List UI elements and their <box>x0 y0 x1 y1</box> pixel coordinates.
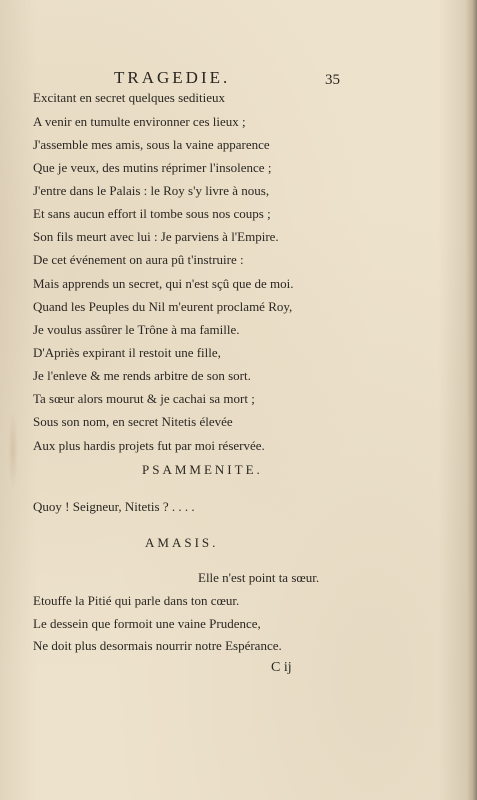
verse-line: J'entre dans le Palais : le Roy s'y livre à nous, <box>33 183 270 198</box>
verse-line: De cet événement on aura pû t'instruire : <box>33 252 244 267</box>
verse-line: Ne doit plus desormais nourrir notre Espérance. <box>33 638 282 653</box>
verse-line: Excitant en secret quelques seditieux <box>33 90 226 105</box>
page-number: 35 <box>325 72 340 88</box>
page-edge <box>466 0 477 800</box>
verse-line: Quand les Peuples du Nil m'eurent proclamé Roy, <box>33 299 293 314</box>
signature-mark: C ij <box>271 660 292 675</box>
verse-line: Le dessein que formoit une vaine Prudence, <box>33 616 261 631</box>
verse-line: Sous son nom, en secret Nitetis élevée <box>33 414 233 429</box>
verse-line: J'assemble mes amis, sous la vaine apparence <box>33 137 270 152</box>
speaker-name: AMASIS. <box>145 535 219 550</box>
verse-line: Et sans aucun effort il tombe sous nos coups ; <box>33 206 271 221</box>
verse-line: Elle n'est point ta sœur. <box>198 570 320 585</box>
verse-line: Quoy ! Seigneur, Nitetis ? . . . . <box>33 499 195 514</box>
verse-line: Que je veux, des mutins réprimer l'insolence ; <box>33 160 272 175</box>
verse-line: Je l'enleve & me rends arbitre de son sort. <box>33 368 251 383</box>
speaker-name: PSAMMENITE. <box>142 462 263 477</box>
verse-line: Etouffe la Pitié qui parle dans ton cœur. <box>33 593 240 608</box>
running-head: TRAGEDIE. <box>114 68 231 87</box>
verse-line: Ta sœur alors mourut & je cachai sa mort ; <box>33 391 255 406</box>
verse-line: Mais apprends un secret, qui n'est sçû que de moi. <box>33 276 294 291</box>
verse-line: Son fils meurt avec lui : Je parviens à l'Empire. <box>33 229 279 244</box>
verse-line: D'Apriès expirant il restoit une fille, <box>33 345 221 360</box>
verse-line: Aux plus hardis projets fut par moi réservée. <box>33 438 265 453</box>
paper-stain <box>8 410 18 490</box>
verse-line: A venir en tumulte environner ces lieux ; <box>33 114 246 129</box>
verse-line: Je voulus assûrer le Trône à ma famille. <box>33 322 240 337</box>
